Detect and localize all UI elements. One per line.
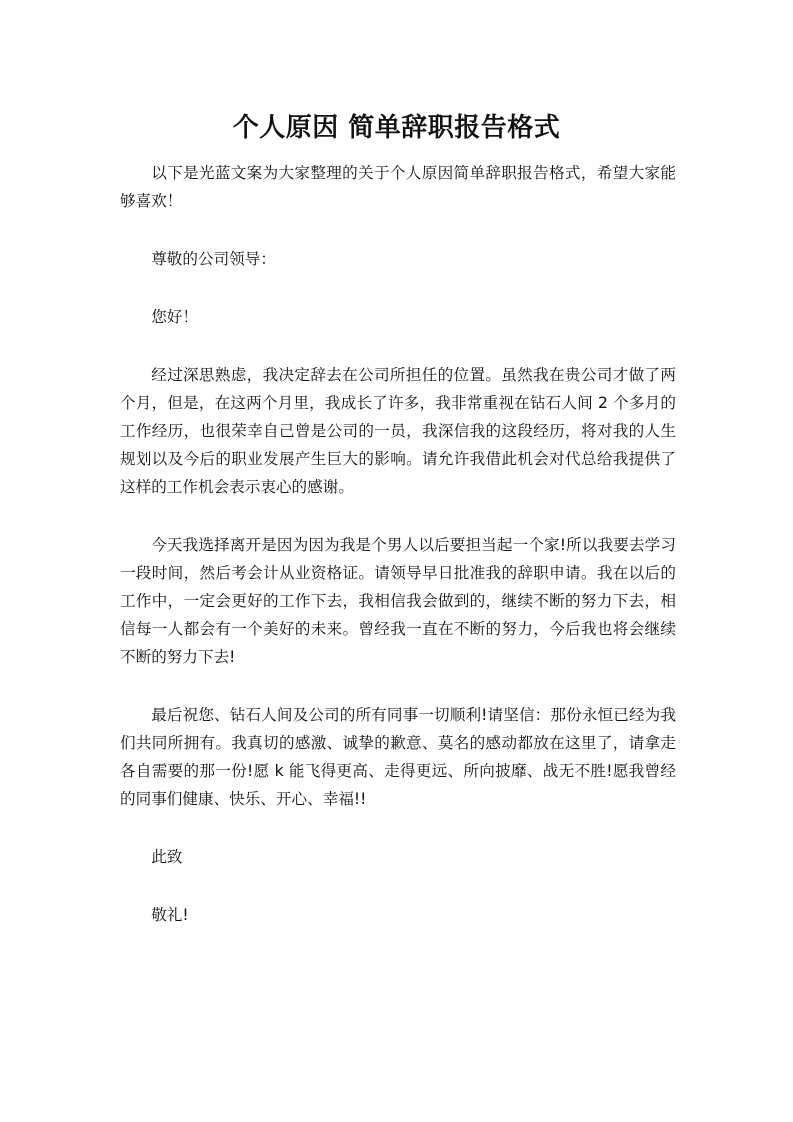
greeting: 您好！	[151, 308, 198, 326]
body-paragraph: 经过深思熟虑，我决定辞去在公司所担任的位置。虽然我在贵公司才做了两个月，但是，在这两个月里，我成长了许多，我非常重视在钻石人间 2 个多月的工作经历，也很荣幸自己曾是公司的一员，我深信我的这段经历，将对我的人生规划以及今后的职业发展产生巨大的影响。请允许我借此机会对代总给我提供了这样的工作机会表示衷心的感谢。	[120, 366, 676, 496]
body-paragraph: 最后祝您、钻石人间及公司的所有同事一切顺利!请坚信：那份永恒已经为我们共同所拥有。我真切的感激、诚挚的歉意、莫名的感动都放在这里了，请拿走各自需要的那一份!愿 k 能飞得更高、走得更远、所向披靡、战无不胜!愿我曾经的同事们健康、快乐、开心、幸福!!	[120, 706, 676, 808]
intro-paragraph: 以下是光蓝文案为大家整理的关于个人原因简单辞职报告格式，希望大家能够喜欢！	[120, 164, 676, 210]
body-paragraph: 今天我选择离开是因为因为我是个男人以后要担当起一个家!所以我要去学习一段时间，然后考会计从业资格证。请领导早日批准我的辞职申请。我在以后的工作中，一定会更好的工作下去，我相信我会做到的，继续不断的努力下去，相信每一人都会有一个美好的未来。曾经我一直在不断的努力，今后我也将会继续不断的努力下去!	[120, 536, 676, 666]
salutation: 尊敬的公司领导：	[151, 250, 276, 268]
closing-regards: 敬礼!	[151, 906, 189, 924]
closing-line: 此致	[151, 848, 183, 866]
document-title: 个人原因 简单辞职报告格式	[232, 113, 561, 143]
document-body	[120, 159, 676, 959]
